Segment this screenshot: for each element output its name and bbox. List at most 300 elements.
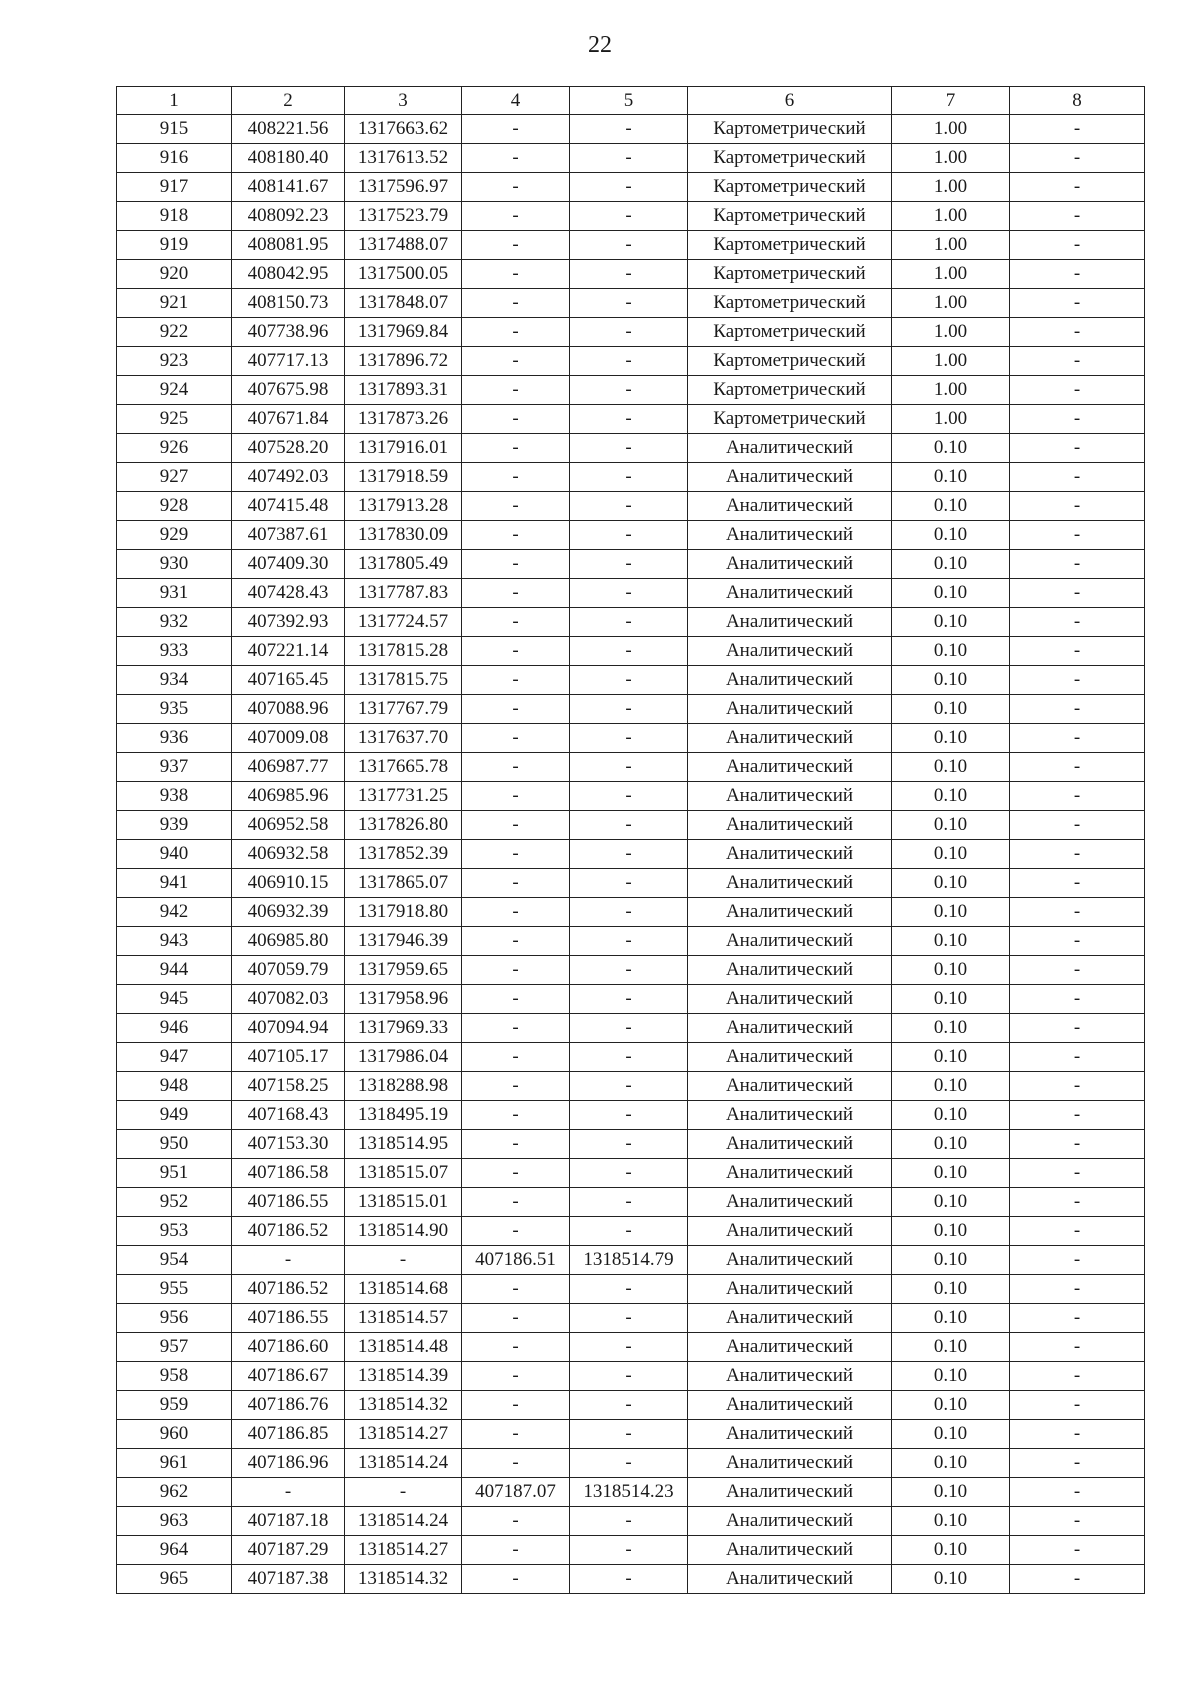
point-number-cell: 962	[117, 1478, 232, 1507]
x-new-cell: -	[462, 347, 570, 376]
note-cell: -	[1010, 231, 1145, 260]
method-cell: Картометрический	[688, 318, 892, 347]
method-cell: Аналитический	[688, 1275, 892, 1304]
x-new-cell: -	[462, 1333, 570, 1362]
y-new-cell: -	[570, 753, 688, 782]
page-number: 22	[588, 32, 612, 58]
x-coordinate-cell: 407186.52	[232, 1275, 345, 1304]
table-row	[117, 1391, 1145, 1420]
note-cell: -	[1010, 753, 1145, 782]
point-number-cell: 954	[117, 1246, 232, 1275]
accuracy-cell: 0.10	[892, 1043, 1010, 1072]
accuracy-cell: 0.10	[892, 695, 1010, 724]
table-row	[117, 1362, 1145, 1391]
x-coordinate-cell: 406985.96	[232, 782, 345, 811]
y-coordinate-cell: 1318515.01	[345, 1188, 462, 1217]
note-cell: -	[1010, 1333, 1145, 1362]
y-new-cell: -	[570, 463, 688, 492]
point-number-cell: 941	[117, 869, 232, 898]
method-cell: Аналитический	[688, 637, 892, 666]
x-new-cell: -	[462, 405, 570, 434]
point-number-cell: 919	[117, 231, 232, 260]
accuracy-cell: 0.10	[892, 927, 1010, 956]
accuracy-cell: 0.10	[892, 1507, 1010, 1536]
x-new-cell: -	[462, 376, 570, 405]
x-coordinate-cell: 408081.95	[232, 231, 345, 260]
x-coordinate-cell: 407186.55	[232, 1304, 345, 1333]
point-number-cell: 957	[117, 1333, 232, 1362]
y-new-cell: -	[570, 1159, 688, 1188]
note-cell: -	[1010, 840, 1145, 869]
y-coordinate-cell: 1317637.70	[345, 724, 462, 753]
x-coordinate-cell: 407094.94	[232, 1014, 345, 1043]
x-new-cell: -	[462, 260, 570, 289]
x-coordinate-cell: 407387.61	[232, 521, 345, 550]
point-number-cell: 949	[117, 1101, 232, 1130]
x-coordinate-cell: 408042.95	[232, 260, 345, 289]
note-cell: -	[1010, 666, 1145, 695]
note-cell: -	[1010, 434, 1145, 463]
y-coordinate-cell: 1317893.31	[345, 376, 462, 405]
y-new-cell: -	[570, 1188, 688, 1217]
x-new-cell: -	[462, 1565, 570, 1594]
point-number-cell: 933	[117, 637, 232, 666]
x-coordinate-cell: 407186.52	[232, 1217, 345, 1246]
x-coordinate-cell: 407671.84	[232, 405, 345, 434]
accuracy-cell: 0.10	[892, 782, 1010, 811]
point-number-cell: 943	[117, 927, 232, 956]
table-row	[117, 144, 1145, 173]
method-cell: Картометрический	[688, 376, 892, 405]
note-cell: -	[1010, 289, 1145, 318]
y-coordinate-cell: 1317665.78	[345, 753, 462, 782]
table-body	[117, 115, 1145, 1594]
note-cell: -	[1010, 1072, 1145, 1101]
x-new-cell: -	[462, 840, 570, 869]
x-new-cell: -	[462, 318, 570, 347]
point-number-cell: 927	[117, 463, 232, 492]
x-new-cell: -	[462, 956, 570, 985]
accuracy-cell: 0.10	[892, 840, 1010, 869]
method-cell: Аналитический	[688, 782, 892, 811]
y-coordinate-cell: 1317815.28	[345, 637, 462, 666]
method-cell: Аналитический	[688, 811, 892, 840]
coordinates-table	[116, 86, 1145, 1594]
y-coordinate-cell: 1317815.75	[345, 666, 462, 695]
method-cell: Аналитический	[688, 492, 892, 521]
method-cell: Картометрический	[688, 405, 892, 434]
y-new-cell: 1318514.23	[570, 1478, 688, 1507]
y-new-cell: -	[570, 1449, 688, 1478]
method-cell: Аналитический	[688, 1304, 892, 1333]
y-new-cell: -	[570, 724, 688, 753]
accuracy-cell: 0.10	[892, 1130, 1010, 1159]
x-coordinate-cell: 408180.40	[232, 144, 345, 173]
accuracy-cell: 0.10	[892, 1333, 1010, 1362]
note-cell: -	[1010, 492, 1145, 521]
point-number-cell: 920	[117, 260, 232, 289]
accuracy-cell: 1.00	[892, 115, 1010, 144]
y-coordinate-cell: 1317731.25	[345, 782, 462, 811]
y-new-cell: -	[570, 1101, 688, 1130]
y-coordinate-cell: 1317969.33	[345, 1014, 462, 1043]
accuracy-cell: 0.10	[892, 724, 1010, 753]
point-number-cell: 942	[117, 898, 232, 927]
y-new-cell: -	[570, 898, 688, 927]
method-cell: Аналитический	[688, 1246, 892, 1275]
point-number-cell: 944	[117, 956, 232, 985]
method-cell: Картометрический	[688, 202, 892, 231]
y-new-cell: -	[570, 637, 688, 666]
y-coordinate-cell: 1317918.80	[345, 898, 462, 927]
note-cell: -	[1010, 956, 1145, 985]
y-new-cell: -	[570, 1072, 688, 1101]
y-new-cell: -	[570, 869, 688, 898]
x-coordinate-cell: 407717.13	[232, 347, 345, 376]
note-cell: -	[1010, 782, 1145, 811]
point-number-cell: 924	[117, 376, 232, 405]
point-number-cell: 963	[117, 1507, 232, 1536]
x-coordinate-cell: 407492.03	[232, 463, 345, 492]
note-cell: -	[1010, 1130, 1145, 1159]
point-number-cell: 935	[117, 695, 232, 724]
y-new-cell: -	[570, 521, 688, 550]
note-cell: -	[1010, 1101, 1145, 1130]
y-coordinate-cell: 1318514.68	[345, 1275, 462, 1304]
x-coordinate-cell: 406910.15	[232, 869, 345, 898]
method-cell: Аналитический	[688, 1188, 892, 1217]
y-new-cell: -	[570, 1420, 688, 1449]
method-cell: Аналитический	[688, 1217, 892, 1246]
y-coordinate-cell: 1317826.80	[345, 811, 462, 840]
table-row	[117, 521, 1145, 550]
y-new-cell: -	[570, 1014, 688, 1043]
accuracy-cell: 0.10	[892, 579, 1010, 608]
x-new-cell: -	[462, 1130, 570, 1159]
x-coordinate-cell: -	[232, 1246, 345, 1275]
table-row	[117, 463, 1145, 492]
table-row	[117, 1565, 1145, 1594]
x-new-cell: -	[462, 1507, 570, 1536]
method-cell: Аналитический	[688, 1391, 892, 1420]
point-number-cell: 955	[117, 1275, 232, 1304]
accuracy-cell: 0.10	[892, 434, 1010, 463]
y-coordinate-cell: 1317959.65	[345, 956, 462, 985]
x-coordinate-cell: 407088.96	[232, 695, 345, 724]
accuracy-cell: 1.00	[892, 347, 1010, 376]
method-cell: Аналитический	[688, 724, 892, 753]
x-new-cell: -	[462, 985, 570, 1014]
y-new-cell: -	[570, 1304, 688, 1333]
method-cell: Аналитический	[688, 1072, 892, 1101]
x-new-cell: -	[462, 1362, 570, 1391]
accuracy-cell: 0.10	[892, 1304, 1010, 1333]
y-coordinate-cell: -	[345, 1246, 462, 1275]
point-number-cell: 926	[117, 434, 232, 463]
note-cell: -	[1010, 376, 1145, 405]
table-row	[117, 811, 1145, 840]
x-coordinate-cell: 406987.77	[232, 753, 345, 782]
accuracy-cell: 0.10	[892, 1188, 1010, 1217]
method-cell: Аналитический	[688, 898, 892, 927]
y-coordinate-cell: 1317787.83	[345, 579, 462, 608]
note-cell: -	[1010, 869, 1145, 898]
x-coordinate-cell: 407738.96	[232, 318, 345, 347]
y-new-cell: -	[570, 840, 688, 869]
accuracy-cell: 1.00	[892, 231, 1010, 260]
y-new-cell: -	[570, 144, 688, 173]
table-row	[117, 840, 1145, 869]
y-new-cell: -	[570, 1507, 688, 1536]
x-new-cell: -	[462, 1391, 570, 1420]
x-new-cell: -	[462, 695, 570, 724]
table-row	[117, 695, 1145, 724]
point-number-cell: 938	[117, 782, 232, 811]
column-header: 4	[462, 87, 570, 115]
table-row	[117, 1217, 1145, 1246]
table-row	[117, 289, 1145, 318]
column-header: 3	[345, 87, 462, 115]
point-number-cell: 939	[117, 811, 232, 840]
x-coordinate-cell: 407528.20	[232, 434, 345, 463]
accuracy-cell: 0.10	[892, 492, 1010, 521]
table-row	[117, 1507, 1145, 1536]
y-coordinate-cell: 1317596.97	[345, 173, 462, 202]
x-new-cell: -	[462, 898, 570, 927]
accuracy-cell: 0.10	[892, 1101, 1010, 1130]
x-coordinate-cell: 406932.58	[232, 840, 345, 869]
y-new-cell: -	[570, 1536, 688, 1565]
method-cell: Аналитический	[688, 753, 892, 782]
accuracy-cell: 0.10	[892, 1014, 1010, 1043]
note-cell: -	[1010, 1043, 1145, 1072]
x-new-cell: -	[462, 1043, 570, 1072]
method-cell: Аналитический	[688, 1478, 892, 1507]
table-row	[117, 1478, 1145, 1507]
method-cell: Аналитический	[688, 985, 892, 1014]
y-new-cell: -	[570, 1130, 688, 1159]
y-new-cell: -	[570, 405, 688, 434]
x-coordinate-cell: 407409.30	[232, 550, 345, 579]
x-coordinate-cell: 407186.67	[232, 1362, 345, 1391]
y-new-cell: -	[570, 115, 688, 144]
accuracy-cell: 1.00	[892, 144, 1010, 173]
x-new-cell: -	[462, 434, 570, 463]
method-cell: Аналитический	[688, 1159, 892, 1188]
accuracy-cell: 0.10	[892, 666, 1010, 695]
table-row	[117, 260, 1145, 289]
note-cell: -	[1010, 1391, 1145, 1420]
x-new-cell: -	[462, 637, 570, 666]
method-cell: Аналитический	[688, 1101, 892, 1130]
accuracy-cell: 0.10	[892, 608, 1010, 637]
accuracy-cell: 0.10	[892, 1159, 1010, 1188]
y-new-cell: -	[570, 695, 688, 724]
method-cell: Аналитический	[688, 1014, 892, 1043]
accuracy-cell: 0.10	[892, 1420, 1010, 1449]
x-coordinate-cell: 408092.23	[232, 202, 345, 231]
y-new-cell: -	[570, 289, 688, 318]
method-cell: Аналитический	[688, 1362, 892, 1391]
table-row	[117, 869, 1145, 898]
note-cell: -	[1010, 1507, 1145, 1536]
table-row	[117, 1420, 1145, 1449]
method-cell: Аналитический	[688, 927, 892, 956]
point-number-cell: 918	[117, 202, 232, 231]
y-coordinate-cell: 1317852.39	[345, 840, 462, 869]
method-cell: Аналитический	[688, 579, 892, 608]
accuracy-cell: 0.10	[892, 1449, 1010, 1478]
table-row	[117, 1159, 1145, 1188]
y-coordinate-cell: 1317767.79	[345, 695, 462, 724]
point-number-cell: 952	[117, 1188, 232, 1217]
point-number-cell: 915	[117, 115, 232, 144]
y-coordinate-cell: 1317986.04	[345, 1043, 462, 1072]
y-new-cell: -	[570, 927, 688, 956]
table-row	[117, 1072, 1145, 1101]
y-coordinate-cell: 1317830.09	[345, 521, 462, 550]
x-new-cell: -	[462, 666, 570, 695]
note-cell: -	[1010, 1449, 1145, 1478]
point-number-cell: 921	[117, 289, 232, 318]
point-number-cell: 937	[117, 753, 232, 782]
accuracy-cell: 0.10	[892, 985, 1010, 1014]
table-row	[117, 956, 1145, 985]
point-number-cell: 946	[117, 1014, 232, 1043]
y-coordinate-cell: 1317896.72	[345, 347, 462, 376]
note-cell: -	[1010, 463, 1145, 492]
method-cell: Аналитический	[688, 956, 892, 985]
accuracy-cell: 0.10	[892, 956, 1010, 985]
column-header: 5	[570, 87, 688, 115]
note-cell: -	[1010, 811, 1145, 840]
table-row	[117, 753, 1145, 782]
y-coordinate-cell: 1317523.79	[345, 202, 462, 231]
x-new-cell: -	[462, 289, 570, 318]
method-cell: Картометрический	[688, 231, 892, 260]
y-coordinate-cell: 1317873.26	[345, 405, 462, 434]
y-coordinate-cell: 1318514.27	[345, 1420, 462, 1449]
x-new-cell: -	[462, 579, 570, 608]
note-cell: -	[1010, 1420, 1145, 1449]
table-row	[117, 608, 1145, 637]
point-number-cell: 928	[117, 492, 232, 521]
table-header	[117, 87, 1145, 115]
x-new-cell: -	[462, 927, 570, 956]
note-cell: -	[1010, 724, 1145, 753]
x-new-cell: -	[462, 608, 570, 637]
method-cell: Аналитический	[688, 666, 892, 695]
accuracy-cell: 0.10	[892, 1391, 1010, 1420]
y-coordinate-cell: 1318514.32	[345, 1565, 462, 1594]
y-new-cell: -	[570, 782, 688, 811]
x-new-cell: -	[462, 811, 570, 840]
x-coordinate-cell: 406932.39	[232, 898, 345, 927]
method-cell: Картометрический	[688, 260, 892, 289]
x-coordinate-cell: 407186.55	[232, 1188, 345, 1217]
point-number-cell: 956	[117, 1304, 232, 1333]
column-header: 1	[117, 87, 232, 115]
x-coordinate-cell: 407186.60	[232, 1333, 345, 1362]
method-cell: Аналитический	[688, 1507, 892, 1536]
x-coordinate-cell: 408150.73	[232, 289, 345, 318]
x-coordinate-cell: 407187.38	[232, 1565, 345, 1594]
x-coordinate-cell: 406985.80	[232, 927, 345, 956]
accuracy-cell: 1.00	[892, 376, 1010, 405]
note-cell: -	[1010, 260, 1145, 289]
note-cell: -	[1010, 898, 1145, 927]
table-row	[117, 550, 1145, 579]
point-number-cell: 929	[117, 521, 232, 550]
table-row	[117, 1246, 1145, 1275]
x-coordinate-cell: 407158.25	[232, 1072, 345, 1101]
x-coordinate-cell: 407392.93	[232, 608, 345, 637]
note-cell: -	[1010, 1565, 1145, 1594]
table-row	[117, 115, 1145, 144]
y-coordinate-cell: 1317916.01	[345, 434, 462, 463]
y-coordinate-cell: 1317865.07	[345, 869, 462, 898]
point-number-cell: 951	[117, 1159, 232, 1188]
y-new-cell: -	[570, 434, 688, 463]
accuracy-cell: 0.10	[892, 1478, 1010, 1507]
x-coordinate-cell: 407675.98	[232, 376, 345, 405]
method-cell: Картометрический	[688, 115, 892, 144]
point-number-cell: 936	[117, 724, 232, 753]
y-coordinate-cell: 1318514.24	[345, 1507, 462, 1536]
y-new-cell: -	[570, 811, 688, 840]
y-new-cell: -	[570, 956, 688, 985]
y-coordinate-cell: 1317613.52	[345, 144, 462, 173]
point-number-cell: 925	[117, 405, 232, 434]
method-cell: Аналитический	[688, 434, 892, 463]
accuracy-cell: 0.10	[892, 550, 1010, 579]
table-row	[117, 1449, 1145, 1478]
accuracy-cell: 0.10	[892, 869, 1010, 898]
y-coordinate-cell: 1318514.24	[345, 1449, 462, 1478]
point-number-cell: 947	[117, 1043, 232, 1072]
y-new-cell: 1318514.79	[570, 1246, 688, 1275]
note-cell: -	[1010, 347, 1145, 376]
y-coordinate-cell: 1317848.07	[345, 289, 462, 318]
accuracy-cell: 0.10	[892, 1536, 1010, 1565]
x-coordinate-cell: 407165.45	[232, 666, 345, 695]
note-cell: -	[1010, 1159, 1145, 1188]
note-cell: -	[1010, 927, 1145, 956]
y-new-cell: -	[570, 231, 688, 260]
point-number-cell: 961	[117, 1449, 232, 1478]
note-cell: -	[1010, 1362, 1145, 1391]
y-new-cell: -	[570, 318, 688, 347]
accuracy-cell: 0.10	[892, 1072, 1010, 1101]
point-number-cell: 923	[117, 347, 232, 376]
x-new-cell: -	[462, 1072, 570, 1101]
method-cell: Аналитический	[688, 1449, 892, 1478]
table-row	[117, 376, 1145, 405]
method-cell: Аналитический	[688, 1536, 892, 1565]
table-row	[117, 1333, 1145, 1362]
x-new-cell: -	[462, 782, 570, 811]
x-new-cell: -	[462, 1420, 570, 1449]
table-row	[117, 434, 1145, 463]
x-new-cell: 407187.07	[462, 1478, 570, 1507]
x-coordinate-cell: 407059.79	[232, 956, 345, 985]
x-coordinate-cell: 407009.08	[232, 724, 345, 753]
y-coordinate-cell: 1317946.39	[345, 927, 462, 956]
y-coordinate-cell: 1317500.05	[345, 260, 462, 289]
note-cell: -	[1010, 695, 1145, 724]
y-coordinate-cell: 1317969.84	[345, 318, 462, 347]
method-cell: Аналитический	[688, 1130, 892, 1159]
